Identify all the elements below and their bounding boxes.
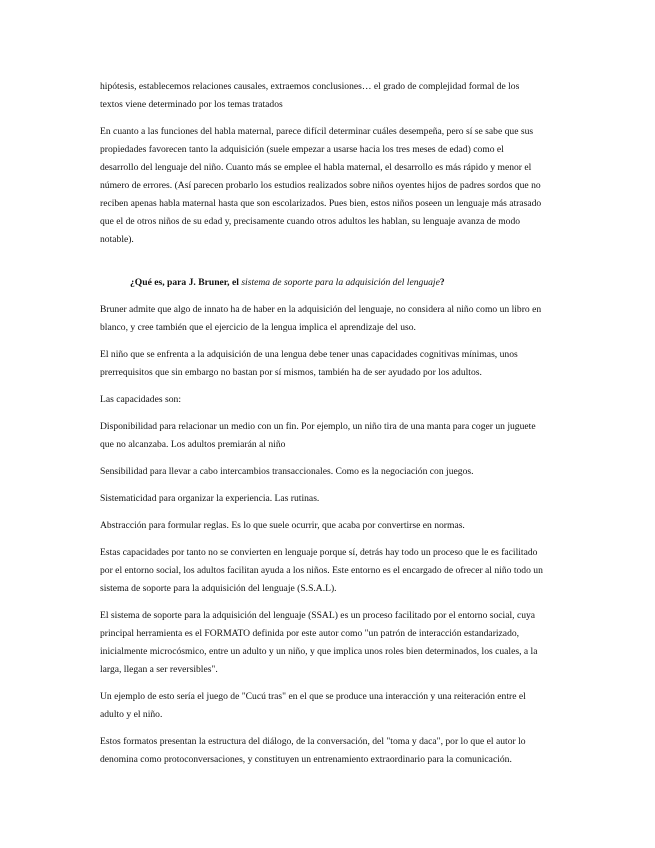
paragraph-habla-maternal: En cuanto a las funciones del habla maternal, parece difícil determinar cuáles desempeña, pero sí se sabe que sus propiedades favorecen tanto la adquisición (suele empezar a usarse hacia los tres meses de edad) como el desarrollo del lenguaje del niño. Cuanto más se emplee el habla maternal, el desarrollo es más rápido y menor el número de errores. (Así parecen probarlo los estudios realizados sobre niños oyentes hijos de padres sordos que no reciben apenas habla maternal hasta que son escolarizados. Pues bien, estos niños poseen un lenguaje más atrasado que el de otros niños de su edad y, precisamente cuando otros adultos les hablan, su lenguaje avanza de modo notable).: [100, 126, 542, 245]
heading-end: ?: [439, 277, 445, 288]
paragraph-disponibilidad: Disponibilidad para relacionar un medio con un fin. Por ejemplo, un niño tira de una manta para coger un juguete que no alcanzaba. Los adultos premiarán al niño: [100, 421, 536, 450]
paragraph-bruner: Bruner admite que algo de innato ha de haber en la adquisición del lenguaje, no considera al niño como un libro en blanco, y cree también que el ejercicio de la lengua implica el aprendizaje del uso.: [100, 304, 542, 333]
paragraph-cucu-tras: Un ejemplo de esto sería el juego de "Cucú tras" en el que se produce una interacción y una reiteración entre el adulto y el niño.: [100, 691, 526, 720]
paragraph-sensibilidad: Sensibilidad para llevar a cabo intercambios transaccionales. Como es la negociación con juegos.: [100, 466, 474, 477]
section-heading: [130, 274, 543, 292]
paragraph-ssal: El sistema de soporte para la adquisición del lenguaje (SSAL) es un proceso facilitado por el entorno social, cuya principal herramienta es el FORMATO definida por este autor como "un patrón de interacción estandarizado, inicialmente microcósmico, entre un adulto y un niño, y que implica unos roles bien determinados, los cuales, a la larga, llegan a ser reversibles".: [100, 610, 538, 675]
paragraph-capacidades-cognitivas: El niño que se enfrenta a la adquisición de una lengua debe tener unas capacidades cognitivas mínimas, unos prerrequisitos que sin embargo no bastan por sí mismos, también ha de ser ayudado por los adultos.: [100, 349, 518, 378]
heading-italic: sistema de soporte para la adquisición del lenguaje: [241, 277, 440, 288]
paragraph-formatos: Estos formatos presentan la estructura del diálogo, de la conversación, del "toma y daca", por lo que el autor lo denomina como protoconversaciones, y constituyen un entrenamiento extraordinario para la comunicación.: [100, 736, 526, 765]
paragraph-capacidades-intro: Las capacidades son:: [100, 394, 181, 405]
paragraph-continuation: hipótesis, establecemos relaciones causales, extraemos conclusiones… el grado de complejidad formal de los textos viene determinado por los temas tratados: [100, 81, 520, 110]
section-spacer: [100, 258, 543, 274]
paragraph-sistematicidad: Sistematicidad para organizar la experiencia. Las rutinas.: [100, 493, 320, 504]
paragraph-abstraccion: Abstracción para formular reglas. Es lo que suele ocurrir, que acaba por convertirse en normas.: [100, 520, 465, 531]
heading-bold: ¿Qué es, para J. Bruner, el: [130, 277, 242, 288]
paragraph-entorno-social: Estas capacidades por tanto no se convierten en lenguaje porque sí, detrás hay todo un proceso que le es facilitado por el entorno social, los adultos facilitan ayuda a los niños. Este entorno es el encargado de ofrecer al niño todo un sistema de soporte para la adquisición del lenguaje (S.S.A.L).: [100, 547, 543, 594]
